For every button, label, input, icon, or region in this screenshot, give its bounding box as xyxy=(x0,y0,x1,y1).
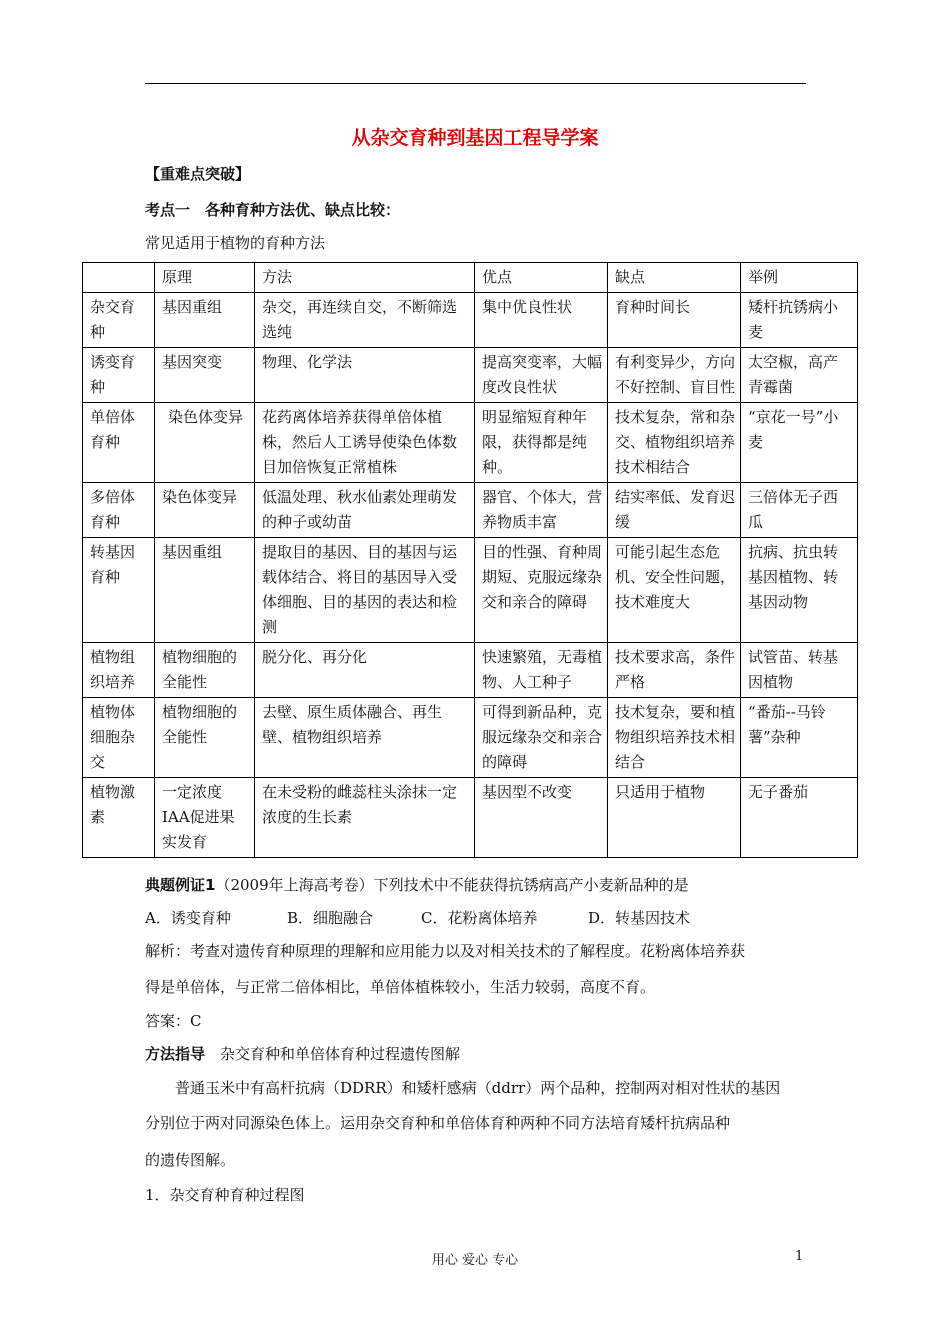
method-paragraph-line-1: 普通玉米中有高杆抗病（DDRR）和矮杆感病（ddrr）两个品种，控制两对相对性状的基因 xyxy=(145,1079,781,1097)
table-cell: 染色体变异 xyxy=(155,483,255,538)
table-cell: “番茄--马铃薯”杂种 xyxy=(741,698,858,778)
table-row xyxy=(83,293,858,348)
table-cell: “京花一号”小麦 xyxy=(741,403,858,483)
table-cell: 植物细胞的全能性 xyxy=(155,643,255,698)
table-cell: 基因重组 xyxy=(155,293,255,348)
table-cell: 提高突变率，大幅度改良性状 xyxy=(475,348,608,403)
table-cell: 目的性强、育种周期短、克服远缘杂交和亲合的障碍 xyxy=(475,538,608,643)
analysis-line-2: 得是单倍体，与正常二倍体相比，单倍体植株较小，生活力较弱，高度不育。 xyxy=(145,978,656,996)
table-cell: 快速繁殖，无毒植物、人工种子 xyxy=(475,643,608,698)
table-header-row xyxy=(83,263,858,293)
table-header-cell: 举例 xyxy=(741,263,858,293)
table-cell: 集中优良性状 xyxy=(475,293,608,348)
answer-line: 答案：C xyxy=(145,1012,202,1030)
page-title: 从杂交育种到基因工程导学案 xyxy=(351,127,599,149)
table-cell: 多倍体育种 xyxy=(83,483,155,538)
table-row xyxy=(83,778,858,858)
table-cell: 染色体变异 xyxy=(155,403,255,483)
table-cell: 转基因育种 xyxy=(83,538,155,643)
table-row xyxy=(83,483,858,538)
table-cell: 器官、个体大，营养物质丰富 xyxy=(475,483,608,538)
table-cell: 低温处理、秋水仙素处理萌发的种子或幼苗 xyxy=(255,483,475,538)
table-cell: 去壁、原生质体融合、再生壁、植物组织培养 xyxy=(255,698,475,778)
table-header-cell: 缺点 xyxy=(608,263,741,293)
table-cell: 结实率低、发育迟缓 xyxy=(608,483,741,538)
table-cell: 花药离体培养获得单倍体植株，然后人工诱导使染色体数目加倍恢复正常植株 xyxy=(255,403,475,483)
table-cell: 育种时间长 xyxy=(608,293,741,348)
table-cell: 无子番茄 xyxy=(741,778,858,858)
table-cell: 基因型不改变 xyxy=(475,778,608,858)
page-footer: 用心 爱心 专心 xyxy=(431,1253,519,1268)
table-cell: 植物组织培养 xyxy=(83,643,155,698)
table-header-cell: 优点 xyxy=(475,263,608,293)
table-header-cell: 原理 xyxy=(155,263,255,293)
table-row xyxy=(83,538,858,643)
example-options xyxy=(145,907,690,928)
table-cell: 基因重组 xyxy=(155,538,255,643)
method-paragraph-line-3: 的遗传图解。 xyxy=(145,1151,236,1169)
table-cell: 有利变异少，方向不好控制、盲目性 xyxy=(608,348,741,403)
table-cell: 可能引起生态危机、安全性问题，技术难度大 xyxy=(608,538,741,643)
table-cell: 植物体细胞杂交 xyxy=(83,698,155,778)
table-cell: 植物细胞的全能性 xyxy=(155,698,255,778)
table-caption: 常见适用于植物的育种方法 xyxy=(145,234,326,252)
table-row xyxy=(83,698,858,778)
table-cell: 一定浓度IAA促进果实发育 xyxy=(155,778,255,858)
point-heading: 考点一 各种育种方法优、缺点比较： xyxy=(145,201,401,219)
table-header-cell: 方法 xyxy=(255,263,475,293)
table-cell: 试管苗、转基因植物 xyxy=(741,643,858,698)
breeding-methods-table xyxy=(82,262,858,858)
header-rule xyxy=(145,83,806,84)
section-heading: 【重难点突破】 xyxy=(145,165,251,183)
option-c: C．花粉离体培养 xyxy=(421,909,538,927)
table-cell: 基因突变 xyxy=(155,348,255,403)
table-row xyxy=(83,643,858,698)
table-row xyxy=(83,403,858,483)
table-cell: 只适用于植物 xyxy=(608,778,741,858)
table-cell: 技术复杂，常和杂交、植物组织培养技术相结合 xyxy=(608,403,741,483)
method-title: 杂交育种和单倍体育种过程遗传图解 xyxy=(205,1045,461,1063)
method-heading xyxy=(145,1043,460,1064)
table-cell: 太空椒，高产青霉菌 xyxy=(741,348,858,403)
option-a: A．诱变育种 xyxy=(145,909,231,927)
analysis-line-1: 解析：考查对遗传育种原理的理解和应用能力以及对相关技术的了解程度。花粉离体培养获 xyxy=(145,942,746,960)
option-d: D．转基因技术 xyxy=(588,909,691,927)
table-row xyxy=(83,348,858,403)
method-label: 方法指导 xyxy=(145,1045,206,1063)
page-number: 1 xyxy=(795,1249,804,1264)
table-cell: 技术复杂，要和植物组织培养技术相结合 xyxy=(608,698,741,778)
table-cell: 提取目的基因、目的基因与运载体结合、将目的基因导入受体细胞、目的基因的表达和检测 xyxy=(255,538,475,643)
table-cell: 明显缩短育种年限，获得都是纯种。 xyxy=(475,403,608,483)
example-stem: （2009年上海高考卷）下列技术中不能获得抗锈病高产小麦新品种的是 xyxy=(215,876,689,894)
table-cell: 杂交，再连续自交，不断筛选选纯 xyxy=(255,293,475,348)
option-b: B．细胞融合 xyxy=(287,909,374,927)
table-cell: 三倍体无子西瓜 xyxy=(741,483,858,538)
table-cell: 脱分化、再分化 xyxy=(255,643,475,698)
table-cell: 诱变育种 xyxy=(83,348,155,403)
table-cell: 在未受粉的雌蕊柱头涂抹一定浓度的生长素 xyxy=(255,778,475,858)
table-cell: 抗病、抗虫转基因植物、转基因动物 xyxy=(741,538,858,643)
table-cell: 杂交育种 xyxy=(83,293,155,348)
example-question xyxy=(145,874,689,895)
example-label: 典题例证1 xyxy=(145,876,216,894)
table-cell: 物理、化学法 xyxy=(255,348,475,403)
table-cell: 单倍体育种 xyxy=(83,403,155,483)
table-cell: 技术要求高，条件严格 xyxy=(608,643,741,698)
table-cell: 矮杆抗锈病小麦 xyxy=(741,293,858,348)
method-paragraph-line-2: 分别位于两对同源染色体上。运用杂交育种和单倍体育种两种不同方法培育矮杆抗病品种 xyxy=(145,1114,731,1132)
method-item-1: 1．杂交育种育种过程图 xyxy=(145,1186,305,1204)
table-header-cell xyxy=(83,263,155,293)
table-cell: 植物激素 xyxy=(83,778,155,858)
table-cell: 可得到新品种，克服远缘杂交和亲合的障碍 xyxy=(475,698,608,778)
